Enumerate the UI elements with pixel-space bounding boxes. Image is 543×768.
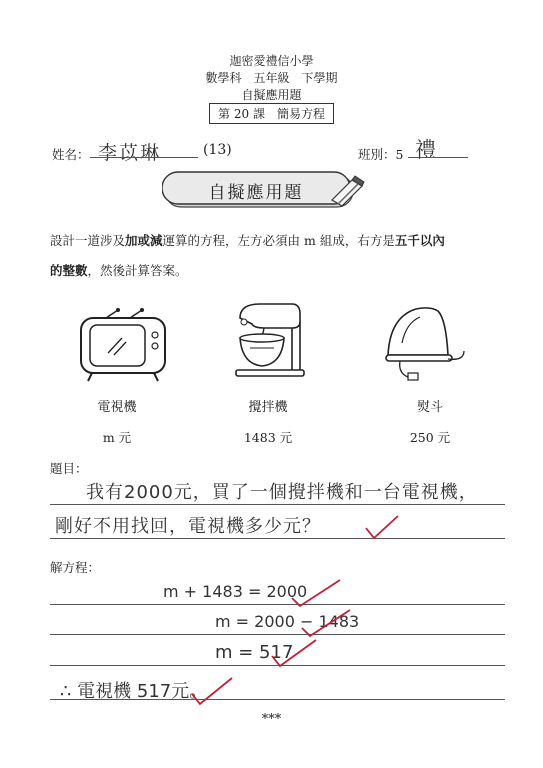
school-name: 迦密愛禮信小學: [229, 54, 314, 68]
item-name-iron: 熨斗: [416, 400, 443, 415]
name-value: 李苡琳: [98, 142, 162, 164]
instruction: [50, 226, 505, 286]
solution-step-2: m = 2000 − 1483: [215, 612, 360, 631]
answer-line: [50, 504, 505, 505]
class-value: 禮: [415, 138, 436, 162]
answer-line: [50, 634, 505, 635]
item-price-iron: 250 元: [409, 430, 451, 445]
check-mark-icon: [362, 512, 402, 542]
question-line-2: 剛好不用找回，電視機多少元？: [55, 516, 321, 537]
item-name-tv: 電視機: [97, 400, 137, 415]
check-mark-icon: [290, 578, 350, 608]
mixer-icon: [230, 298, 305, 380]
subject-line: 數學科 五年級 下學期: [205, 71, 338, 85]
solution-step-1: m + 1483 = 2000: [163, 582, 308, 601]
instruction-bold: 加或減: [125, 233, 163, 248]
answer-line: [50, 699, 505, 700]
item-name-mixer: 攪拌機: [248, 400, 288, 415]
class-label: 班別：5: [358, 147, 404, 162]
answer-line: [50, 538, 505, 539]
banner-title: 自擬應用題: [208, 183, 304, 203]
iron-icon: [380, 303, 470, 383]
instruction-text: ，然後計算答案。: [87, 263, 188, 278]
solution-label: 解方程：: [50, 560, 101, 575]
end-mark: ***: [261, 712, 282, 727]
answer-line: [50, 604, 505, 605]
solution-step-3: m = 517: [215, 642, 294, 663]
name-underline: [90, 157, 198, 158]
worksheet-title: 自擬應用題: [241, 88, 302, 102]
item-price-tv: m 元: [102, 430, 132, 445]
instruction-bold: 五千以內: [394, 233, 445, 248]
instruction-text: 運算的方程，左方必須由 m 組成，右方是: [162, 233, 395, 248]
check-mark-icon: [270, 638, 320, 668]
question-line-1: 我有2000元，買了一個攪拌機和一台電視機，: [86, 482, 478, 503]
solution-answer: ∴ 電視機 517元。: [60, 681, 208, 702]
class-underline: [408, 157, 468, 158]
check-mark-icon: [300, 608, 360, 638]
instruction-bold: 的整數: [50, 263, 88, 278]
student-number: (13): [203, 142, 232, 158]
tv-icon: [78, 308, 168, 383]
item-price-mixer: 1483 元: [243, 430, 293, 445]
instruction-text: 設計一道涉及: [50, 233, 126, 248]
banner: [162, 170, 372, 210]
name-label: 姓名：: [52, 147, 90, 162]
question-label: 題目：: [50, 461, 88, 476]
lesson-box: [0, 103, 543, 124]
lesson-title: 第 20 課 簡易方程: [209, 103, 334, 124]
check-mark-icon: [190, 676, 236, 706]
